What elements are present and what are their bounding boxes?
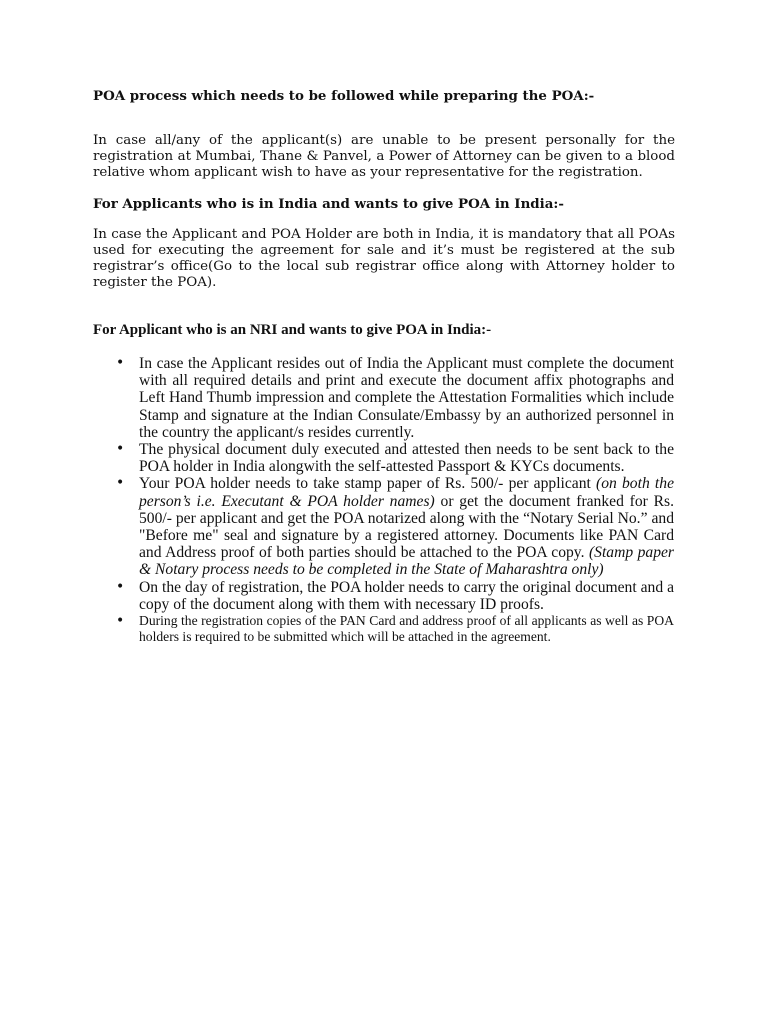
section-india-paragraph: In case the Applicant and POA Holder are both in India, it is mandatory that all POAs used for executing the agreement for sale and it’s must be registered at the sub registrar’s office(Go to the local sub registrar office along with Attorney holder to register the POA). — [93, 227, 675, 290]
section-india-heading: For Applicants who is in India and wants to give POA in India:- — [93, 196, 564, 212]
bullet-text: In case the Applicant resides out of India the Applicant must complete the document with all required details and print and execute the document affix photographs and Left Hand Thumb impression and complete the Attestation Formalities which include Stamp and signature at the Indian Consulate/Embassy by an authorized personnel in the country the applicant/s resides currently. — [139, 355, 674, 441]
bullet-text-italic: (on both the person’s i.e. Executant & POA holder names) — [139, 475, 674, 510]
list-item — [0, 475, 768, 578]
bullet-text-italic: (Stamp paper & Notary process needs to be completed in the State of Maharashtra only) — [139, 544, 674, 579]
bullet-text — [139, 475, 674, 578]
bullet-text: On the day of registration, the POA holder needs to carry the original document and a copy of the document along with them with necessary ID proofs. — [139, 578, 674, 613]
intro-paragraph: In case all/any of the applicant(s) are unable to be present personally for the registration at Mumbai, Thane & Panvel, a Power of Attorney can be given to a blood relative whom applicant wish to have as your representative for the registration. — [93, 133, 675, 180]
list-item — [0, 441, 768, 475]
bullet-text: During the registration copies of the PAN Card and address proof of all applicants as well as POA holders is required to be submitted which will be attached in the agreement. — [139, 613, 674, 645]
bullet-icon: • — [116, 578, 125, 595]
bullet-text-part: Your POA holder needs to take stamp paper of Rs. 500/- per applicant — [139, 475, 597, 493]
document-title: POA process which needs to be followed while preparing the POA:- — [93, 88, 595, 104]
section-nri-heading: For Applicant who is an NRI and wants to give POA in India:- — [93, 322, 492, 338]
list-item — [0, 355, 768, 441]
list-item — [0, 613, 768, 646]
bullet-icon: • — [116, 475, 125, 492]
bullet-icon: • — [116, 613, 125, 630]
nri-bullet-list — [0, 355, 768, 646]
bullet-text: The physical document duly executed and attested then needs to be sent back to the POA holder in India alongwith the self-attested Passport & KYCs documents. — [139, 441, 674, 476]
bullet-icon: • — [116, 355, 125, 371]
list-item — [0, 579, 768, 613]
bullet-icon: • — [116, 441, 125, 458]
bullet-text-part: or get the document franked for Rs. 500/- per applicant and get the POA notarized along with the “Notary Serial No.” and "Before me" seal and signature by a registered attorney. Documents like PAN Card and Address proof of both parties should be attached to the POA copy. — [139, 492, 674, 562]
